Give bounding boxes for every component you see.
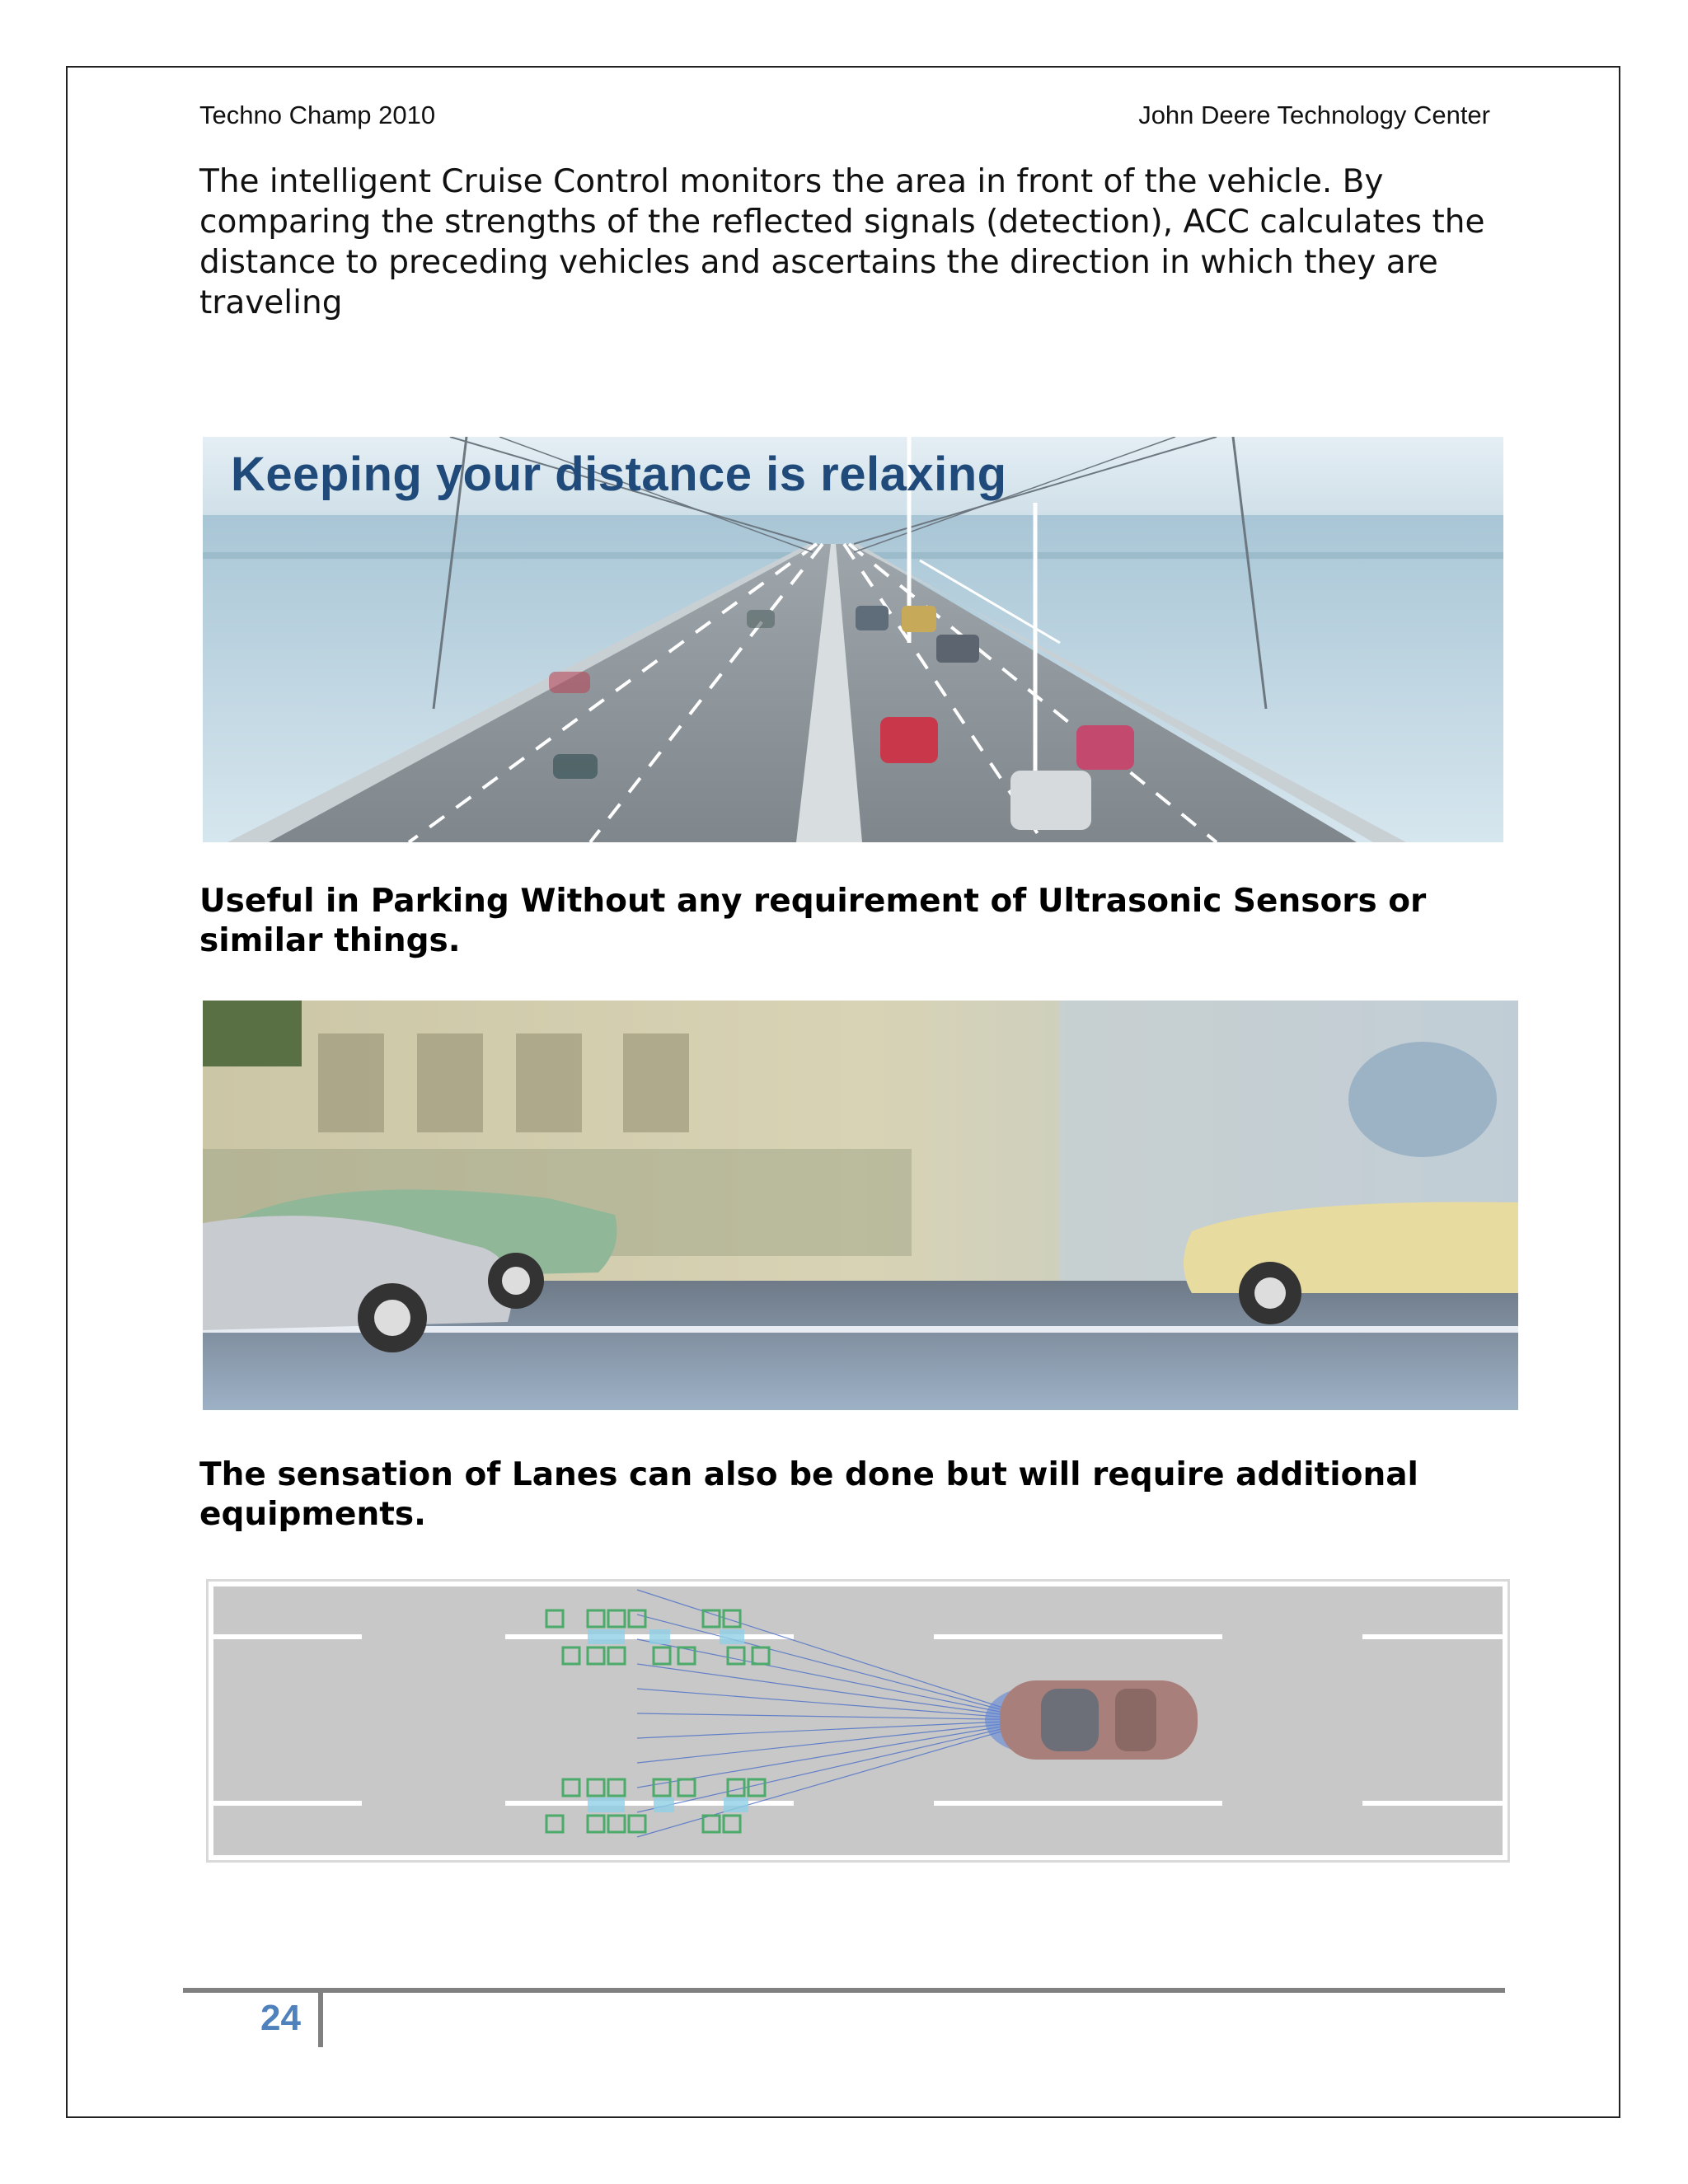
intro-paragraph: The intelligent Cruise Control monitors the area in front of the vehicle. By comparing the strengths of the reflected signals (detection), ACC calculates the distance to preceding vehicles and ascertains the direction in which they are traveling [199,163,1485,321]
parking-heading: Useful in Parking Without any requirement of Ultrasonic Sensors or similar things. [199,883,1427,959]
page-number: 24 [260,1998,301,2038]
lane-sensing-diagram [206,1579,1510,1863]
lanes-heading: The sensation of Lanes can also be done but will require additional equipments. [199,1456,1418,1533]
header-right: John Deere Technology Center [1138,101,1490,129]
parking-street-illustration [203,1001,1518,1410]
footer-rule [183,1988,1505,1993]
figure-title: Keeping your distance is relaxing [231,448,1007,501]
parking-street-image [203,1001,1518,1410]
highway-bridge-image [203,437,1503,842]
lane-sensing-illustration [209,1582,1507,1860]
header-left: Techno Champ 2010 [199,101,436,129]
footer-divider [318,1993,323,2047]
